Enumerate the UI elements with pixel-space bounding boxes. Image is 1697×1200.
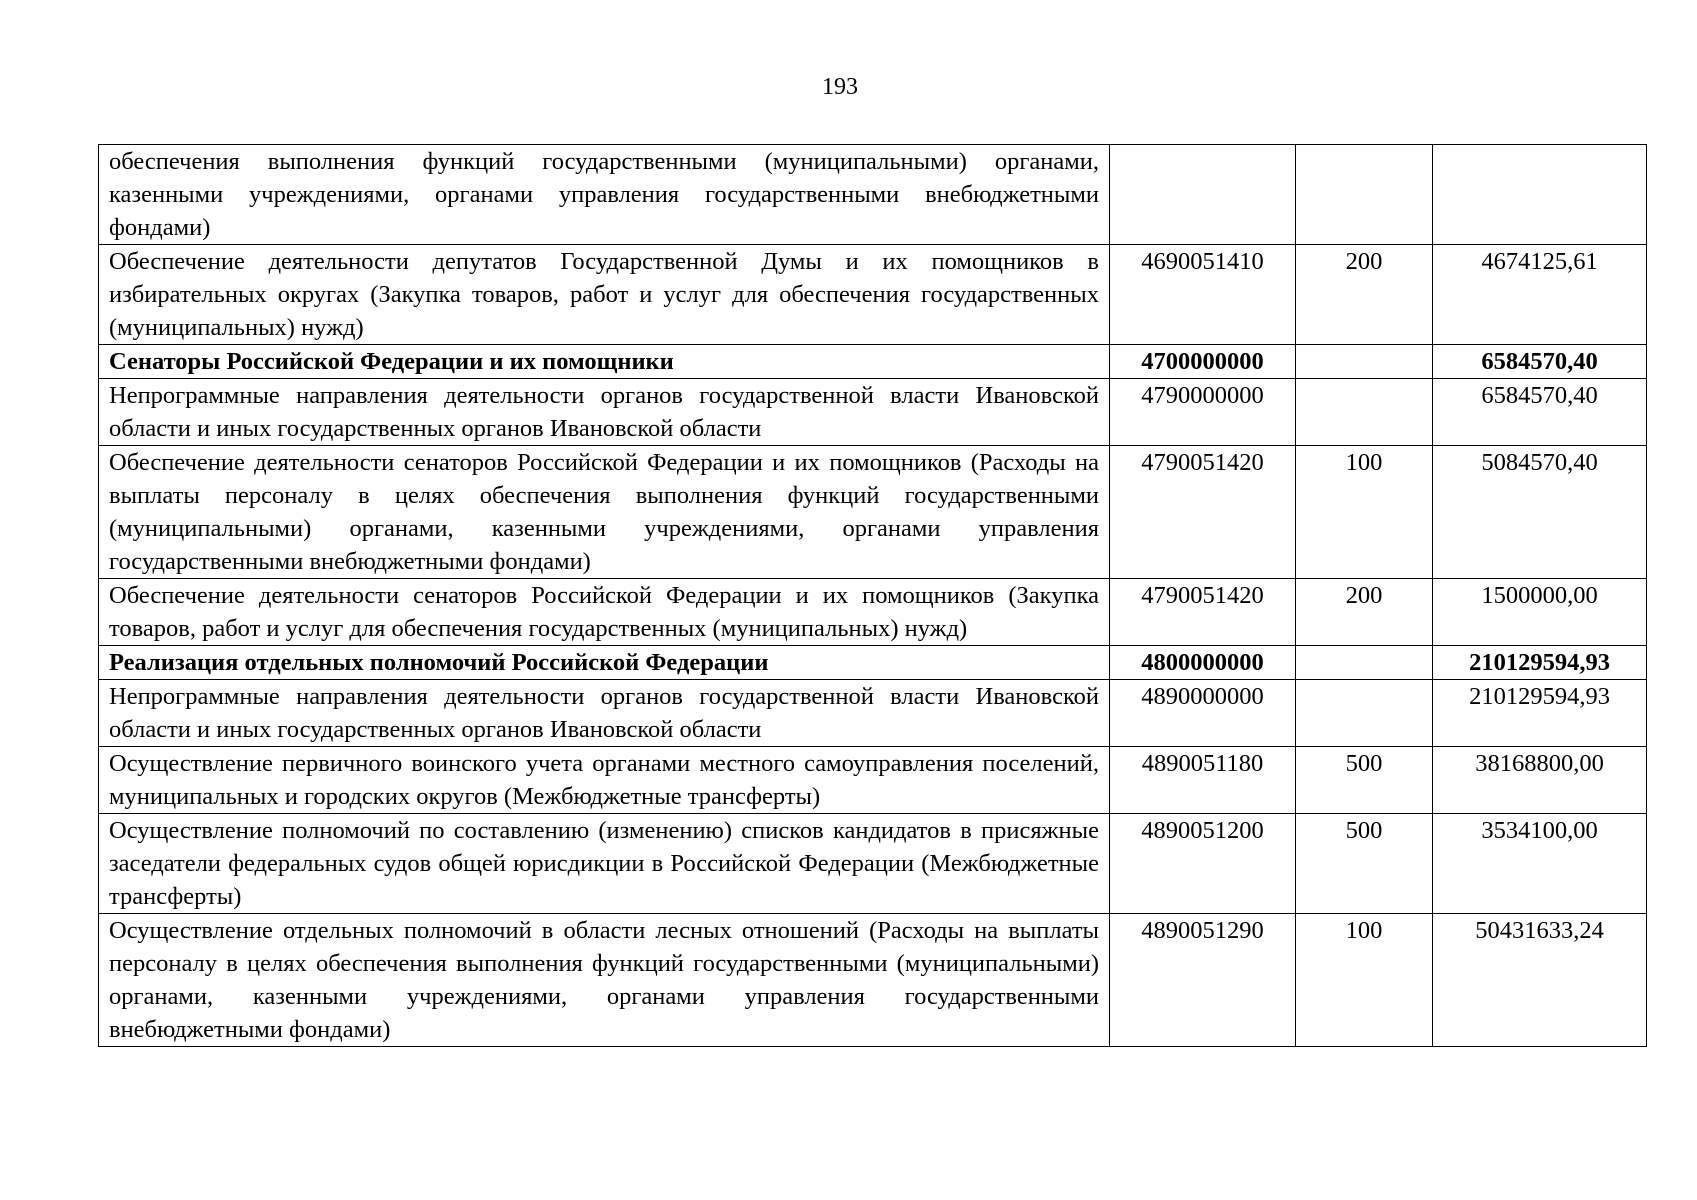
row-type-cell: 500: [1296, 814, 1433, 914]
row-name-cell: Осуществление отдельных полномочий в области лесных отношений (Расходы на выплаты персоналу в целях обеспечения выполнения функций государственными (муниципальными) органами, казенными учреждениями, органами управления государственными внебюджетными фондами): [99, 914, 1110, 1047]
row-type-cell: 100: [1296, 446, 1433, 579]
row-sum-cell: 1500000,00: [1433, 579, 1647, 646]
row-name-cell: Осуществление первичного воинского учета органами местного самоуправления поселений, муниципальных и городских округов (Межбюджетные трансферты): [99, 747, 1110, 814]
row-sum-cell: 6584570,40: [1433, 345, 1647, 379]
row-sum-cell: [1433, 145, 1647, 245]
row-code-cell: 4690051410: [1110, 245, 1296, 345]
row-name-cell: Обеспечение деятельности сенаторов Российской Федерации и их помощников (Расходы на выплаты персоналу в целях обеспечения выполнения функций государственными (муниципальными) органами, казенными учреждениями, органами управления государственными внебюджетными фондами): [99, 446, 1110, 579]
row-code-cell: [1110, 145, 1296, 245]
table-row: [99, 245, 1647, 345]
row-code-cell: 4890051180: [1110, 747, 1296, 814]
row-name-cell: Реализация отдельных полномочий Российской Федерации: [99, 646, 1110, 680]
row-code-cell: 4700000000: [1110, 345, 1296, 379]
row-name-cell: Непрограммные направления деятельности органов государственной власти Ивановской области и иных государственных органов Ивановской области: [99, 680, 1110, 747]
row-type-cell: [1296, 145, 1433, 245]
table-row: [99, 814, 1647, 914]
row-code-cell: 4890000000: [1110, 680, 1296, 747]
row-code-cell: 4790051420: [1110, 446, 1296, 579]
row-type-cell: 100: [1296, 914, 1433, 1047]
row-sum-cell: 210129594,93: [1433, 680, 1647, 747]
table-row: [99, 680, 1647, 747]
row-type-cell: 200: [1296, 245, 1433, 345]
row-type-cell: [1296, 680, 1433, 747]
row-code-cell: 4790000000: [1110, 379, 1296, 446]
table-row: [99, 579, 1647, 646]
row-code-cell: 4790051420: [1110, 579, 1296, 646]
table-row-section: [99, 646, 1647, 680]
row-sum-cell: 38168800,00: [1433, 747, 1647, 814]
row-name-cell: Непрограммные направления деятельности органов государственной власти Ивановской области и иных государственных органов Ивановской области: [99, 379, 1110, 446]
page-number: 193: [822, 74, 858, 100]
row-sum-cell: 50431633,24: [1433, 914, 1647, 1047]
table-row-section: [99, 345, 1647, 379]
row-name-cell: Обеспечение деятельности депутатов Государственной Думы и их помощников в избирательных округах (Закупка товаров, работ и услуг для обеспечения государственных (муниципальных) нужд): [99, 245, 1110, 345]
row-type-cell: [1296, 379, 1433, 446]
row-type-cell: [1296, 646, 1433, 680]
table-row: [99, 446, 1647, 579]
row-type-cell: [1296, 345, 1433, 379]
row-name-cell: Сенаторы Российской Федерации и их помощники: [99, 345, 1110, 379]
row-name-cell: Осуществление полномочий по составлению (изменению) списков кандидатов в присяжные заседатели федеральных судов общей юрисдикции в Российской Федерации (Межбюджетные трансферты): [99, 814, 1110, 914]
budget-table: [98, 144, 1647, 1047]
row-name-cell: обеспечения выполнения функций государственными (муниципальными) органами, казенными учреждениями, органами управления государственными внебюджетными фондами): [99, 145, 1110, 245]
table-row: [99, 747, 1647, 814]
row-name-cell: Обеспечение деятельности сенаторов Российской Федерации и их помощников (Закупка товаров, работ и услуг для обеспечения государственных (муниципальных) нужд): [99, 579, 1110, 646]
row-code-cell: 4890051200: [1110, 814, 1296, 914]
row-sum-cell: 4674125,61: [1433, 245, 1647, 345]
budget-table-body: [99, 145, 1647, 1047]
row-sum-cell: 5084570,40: [1433, 446, 1647, 579]
row-code-cell: 4890051290: [1110, 914, 1296, 1047]
row-type-cell: 200: [1296, 579, 1433, 646]
row-code-cell: 4800000000: [1110, 646, 1296, 680]
table-row: [99, 145, 1647, 245]
row-type-cell: 500: [1296, 747, 1433, 814]
table-row: [99, 914, 1647, 1047]
row-sum-cell: 6584570,40: [1433, 379, 1647, 446]
table-row: [99, 379, 1647, 446]
row-sum-cell: 210129594,93: [1433, 646, 1647, 680]
row-sum-cell: 3534100,00: [1433, 814, 1647, 914]
